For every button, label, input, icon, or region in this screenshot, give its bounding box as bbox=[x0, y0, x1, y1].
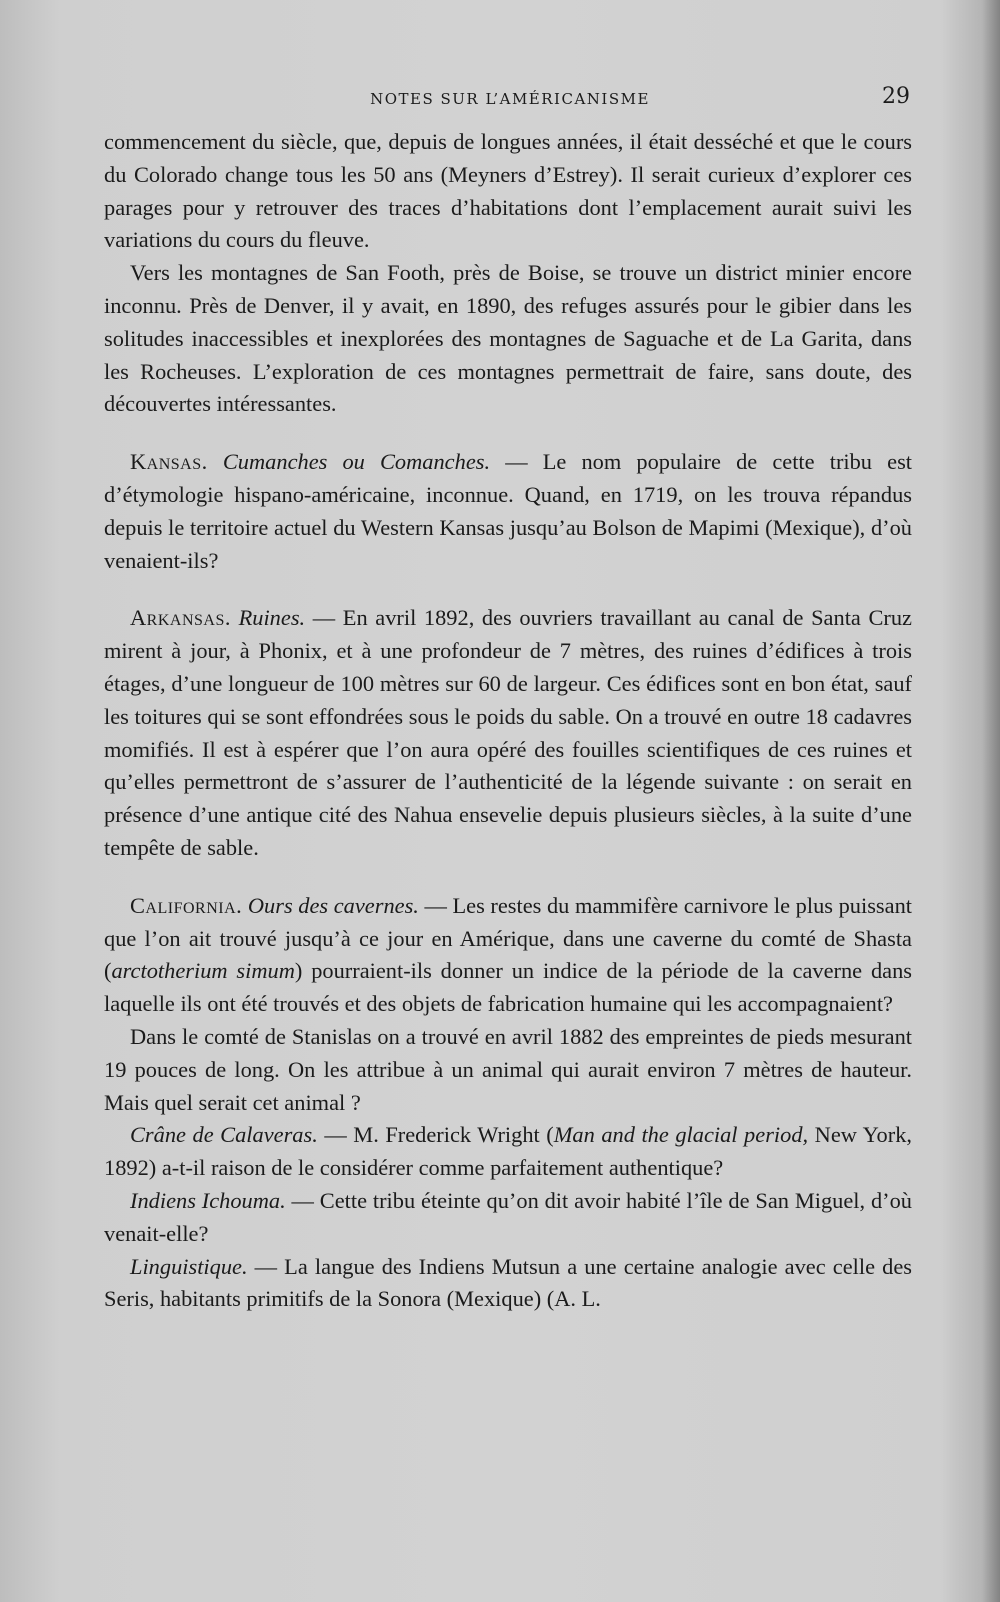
page-body bbox=[104, 126, 912, 1316]
page-edge-shadow bbox=[982, 0, 1000, 1602]
state-heading-california: California. bbox=[130, 892, 243, 918]
topic-linguistique: Linguistique. bbox=[130, 1253, 248, 1279]
species-name: arctotherium simum bbox=[111, 958, 295, 984]
linguistique-text: — La langue des Indiens Mutsun a une certaine analogie avec celle des Seris, habitants primitifs de la Sonora (Mexique) (A. L. bbox=[104, 1253, 912, 1312]
kansas-text: — Le nom populaire de cette tribu est d’étymologie hispano-américaine, inconnue. Quand, en 1719, on les trouva répandus depuis le territoire actuel du Western Kansas jusqu’au Bolson de Mapimi (Mexique), d’où venaient-ils? bbox=[104, 449, 913, 573]
topic-calaveras: Crâne de Calaveras. bbox=[130, 1122, 318, 1148]
paragraph-colorado: commencement du siècle, que, depuis de longues années, il était desséché et que le cours du Colorado change tous les 50 ans (Meyners d’Estrey). Il serait curieux d’explorer ces parages pour y retrouver des traces d’habitations dont l’emplacement aurait suivi les variations du cours du fleuve. bbox=[104, 129, 912, 253]
paragraph-arkansas bbox=[104, 602, 912, 864]
paragraph-linguistique bbox=[104, 1251, 912, 1317]
topic-ours: Ours des cavernes. bbox=[247, 892, 419, 918]
paragraph-stanislas: Dans le comté de Stanislas on a trouvé en avril 1882 des empreintes de pieds mesurant 19 pouces de long. On les attribue à un animal qui aurait environ 7 mètres de hauteur. Mais quel serait cet animal ? bbox=[104, 1023, 912, 1115]
california-text-a: — Les restes du mammifère carnivore le plus puissant que l’on ait trouvé jusqu’à ce jour en Amérique, dans une caverne du comté de Shasta ( bbox=[104, 892, 912, 984]
paragraph-montagnes: Vers les montagnes de San Footh, près de Boise, se trouve un district minier encore inconnu. Près de Denver, il y avait, en 1890, des refuges assurés pour le gibier dans les solitudes inaccessibles et inexplorées des montagnes de Saguache et de La Garita, dans les Rocheuses. L’exploration de ces montagnes permettrait de faire, sans doute, des découvertes intéressantes. bbox=[104, 260, 912, 417]
running-head: NOTES SUR L’AMÉRICANISME bbox=[370, 90, 650, 108]
book-title: Man and the glacial period, bbox=[553, 1122, 809, 1148]
paragraph-calaveras bbox=[104, 1119, 912, 1185]
topic-comanches: Cumanches ou Comanches. bbox=[222, 449, 491, 475]
topic-ruines: Ruines. bbox=[238, 605, 306, 631]
page-number: 29 bbox=[882, 84, 910, 109]
page-header bbox=[110, 84, 910, 114]
state-heading-kansas: Kansas. bbox=[130, 449, 208, 475]
ichouma-text: — Cette tribu éteinte qu’on dit avoir habité l’île de San Miguel, d’où venait-elle? bbox=[104, 1187, 912, 1246]
paragraph-california bbox=[104, 890, 912, 1021]
paragraph-ichouma bbox=[104, 1185, 912, 1251]
topic-ichouma: Indiens Ichouma. bbox=[130, 1187, 286, 1213]
calaveras-text-a: — M. Frederick Wright ( bbox=[317, 1122, 554, 1148]
paragraph-kansas bbox=[104, 446, 912, 577]
calaveras-text-b: New York, 1892) a-t-il raison de le considérer comme parfaitement authentique? bbox=[104, 1122, 913, 1181]
arkansas-text: — En avril 1892, des ouvriers travaillant au canal de Santa Cruz mirent à jour, à Phonix, et à une profondeur de 7 mètres, des ruines d’édifices à trois étages, d’une longueur de 100 mètres sur 60 de largeur. Ces édifices sont en bon état, sauf les toitures qui se sont effondrées sous le poids du sable. On a trouvé en outre 18 cadavres momifiés. Il est à espérer que l’on aura opéré des fouilles scientifiques de ces ruines et qu’elles permettront de s’assurer de l’authenticité de la légende suivante : on serait en présence d’une antique cité des Nahua ensevelie depuis plusieurs siècles, à la suite d’une tempête de sable. bbox=[104, 605, 912, 860]
california-text-b: ) pourraient-ils donner un indice de la période de la caverne dans laquelle ils ont été trouvés et des objets de fabrication humaine qui les accompagnaient? bbox=[104, 958, 913, 1017]
state-heading-arkansas: Arkansas. bbox=[130, 605, 231, 631]
